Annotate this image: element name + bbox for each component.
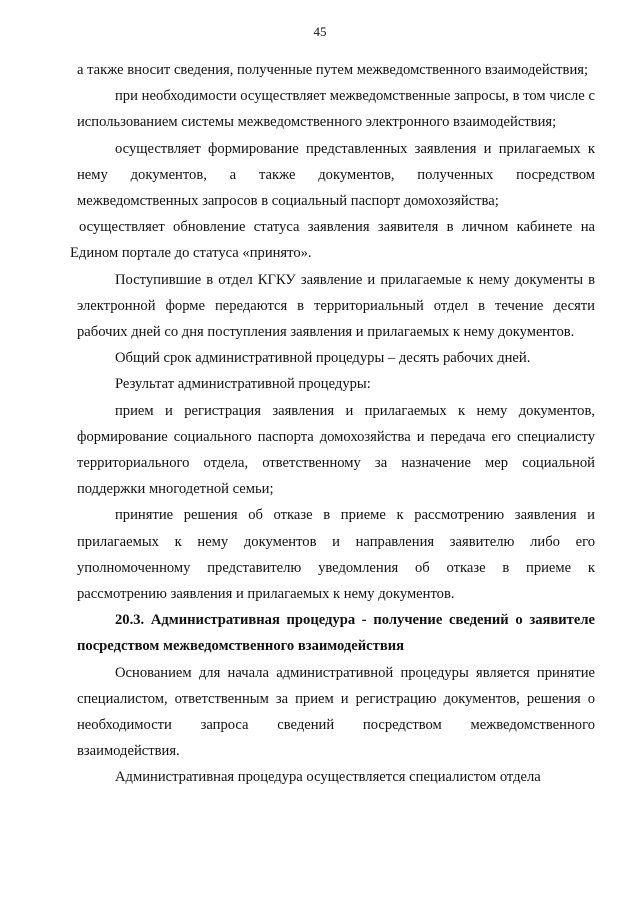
document-body xyxy=(70,57,595,791)
paragraph-11: Административная процедура осуществляется специалистом отдела xyxy=(115,769,541,786)
paragraph-10: Основанием для начала административной процедуры является принятие специалистом, ответственным за прием и регистрацию документов, решения о необходимости запроса сведений посредством межведомственного взаимодействия. xyxy=(77,664,595,760)
paragraph-1: а также вносит сведения, полученные путем межведомственного взаимодействия; xyxy=(77,62,589,78)
section-heading: 20.3. Административная процедура - получение сведений о заявителе посредством межведомственного взаимодействия xyxy=(77,612,595,655)
paragraph-8: прием и регистрация заявления и прилагаемых к нему документов, формирование социального паспорта домохозяйства и передача его специалисту территориального отдела, ответственному за назначение мер социальной поддержки многодетной семьи; xyxy=(77,402,595,498)
paragraph-9: принятие решения об отказе в приеме к рассмотрению заявления и прилагаемых к нему документов и направления заявителю либо его уполномоченному представителю уведомления об отказе в приеме к рассмотрению заявления и прилагаемых к нему документов. xyxy=(77,507,595,603)
paragraph-3: осуществляет формирование представленных заявления и прилагаемых к нему документов, а также документов, полученных посредством межведомственных запросов в социальный паспорт домохозяйства; xyxy=(77,140,595,210)
paragraph-5: Поступившие в отдел КГКУ заявление и прилагаемые к нему документы в электронной форме передаются в территориальный отдел в течение десяти рабочих дней со дня поступления заявления и прилагаемых к нему документов. xyxy=(77,271,595,341)
page-number: 45 xyxy=(313,24,327,39)
paragraph-7: Результат административной процедуры: xyxy=(115,376,371,393)
paragraph-4: осуществляет обновление статуса заявления заявителя в личном кабинете на Едином портале до статуса «принято». xyxy=(70,219,595,262)
paragraph-2: при необходимости осуществляет межведомственные запросы, в том числе с использованием системы межведомственного электронного взаимодействия; xyxy=(77,88,595,131)
paragraph-6: Общий срок административной процедуры – десять рабочих дней. xyxy=(115,350,531,367)
